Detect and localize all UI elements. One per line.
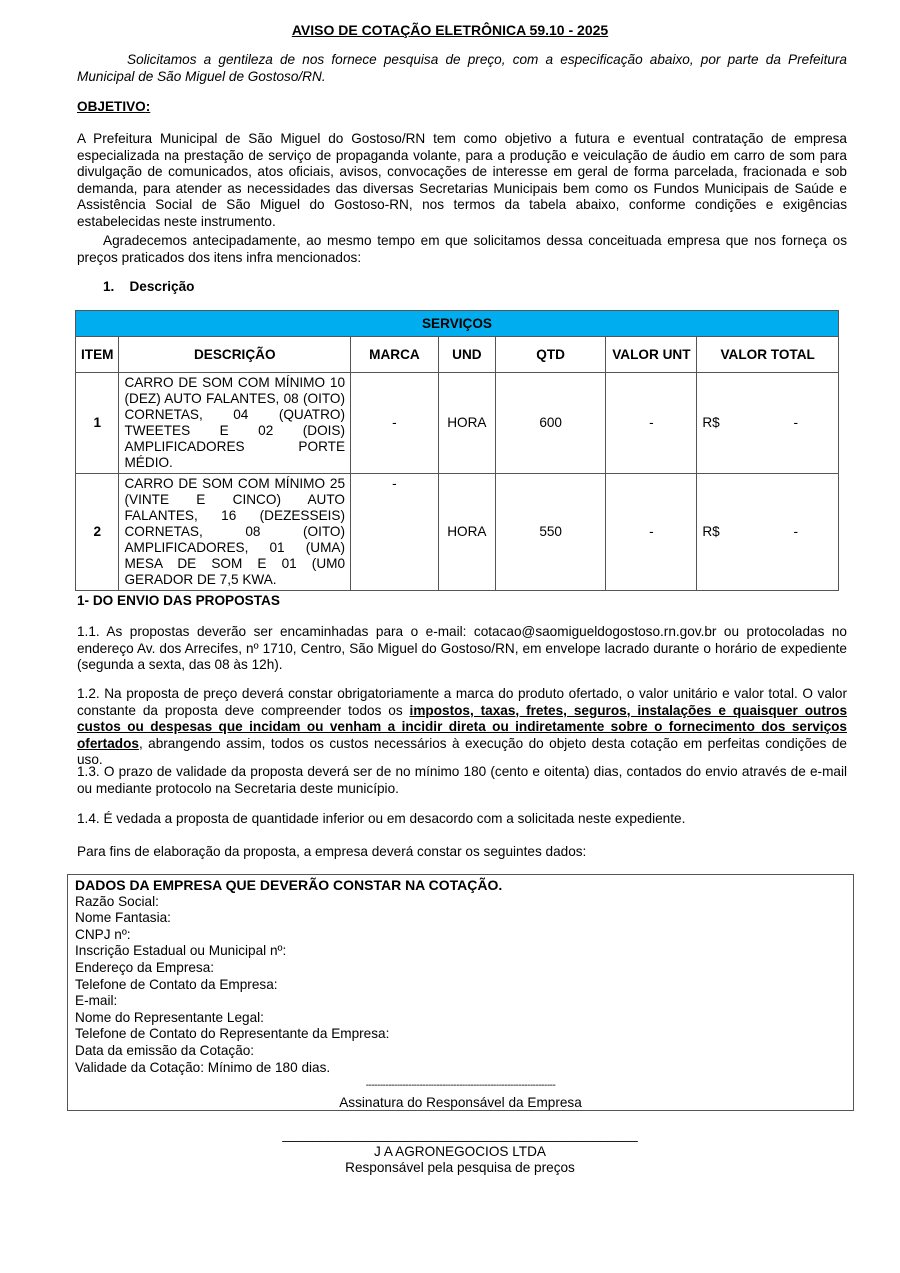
cell-qtd: 600: [495, 373, 606, 474]
col-marca: MARCA: [351, 337, 439, 373]
cell-und: HORA: [438, 474, 495, 591]
col-qtd: QTD: [495, 337, 606, 373]
signature-line: -------------------------------------------------------------------: [365, 1080, 556, 1091]
table-row: [76, 474, 839, 591]
p2-text: 1.2. Na proposta de preço deverá constar obrigatoriamente a marca do produto ofertado, o valor unitário e valor total. O valor constante da proposta deve compreender todos os: [77, 686, 847, 718]
cell-item: 2: [76, 474, 119, 591]
footer-company: J A AGRONEGOCIOS LTDA: [374, 1143, 546, 1159]
objetivo-heading-text: OBJETIVO: [77, 99, 146, 114]
cell-marca: -: [351, 373, 439, 474]
field-representante: Nome do Representante Legal:: [75, 1009, 264, 1025]
currency: R$: [702, 524, 720, 539]
cell-item: 1: [76, 373, 119, 474]
descricao-heading: 1. Descrição: [103, 279, 195, 294]
envio-p1: 1.1. As propostas deverão ser encaminhadas para o e-mail: cotacao@saomigueldogostoso.rn.gov.br ou protocoladas no endereço Av. dos Arrecifes, nº 1710, Centro, São Miguel do Gostoso/RN, em envelope lacrado durante o horário de expediente (segunda a sexta, das 08 às 12h).: [77, 624, 847, 672]
p2-text-end: , abrangendo assim, todos os custos necessários à execução do objeto desta cotação em perfeitas condições de uso.: [77, 735, 847, 767]
envio-p5: Para fins de elaboração da proposta, a empresa deverá constar os seguintes dados:: [77, 844, 587, 859]
field-data-emissao: Data da emissão da Cotação:: [75, 1042, 255, 1058]
p2-emphasis: impostos, taxas, fretes, seguros, instalações e quaisquer outros custos ou despesas que incidam ou venham a incidir direta ou indiretamente sobre o fornecimento dos serviços ofertados: [77, 702, 847, 751]
cell-descricao: CARRO DE SOM COM MÍNIMO 25 (VINTE E CINCO) AUTO FALANTES, 16 (DEZESSEIS) CORNETAS, 08 (OITO) AMPLIFICADORES, 01 (UMA) MESA DE SOM E 01 (UM0 GERADOR DE 7,5 KWA.: [119, 474, 351, 591]
valor-total: -: [793, 524, 798, 539]
cell-valor-total: [697, 373, 839, 474]
footer-role: Responsável pela pesquisa de preços: [345, 1160, 575, 1175]
cell-marca: -: [351, 474, 439, 591]
currency: R$: [702, 415, 720, 430]
field-email: E-mail:: [75, 993, 118, 1009]
cell-qtd: 550: [495, 474, 606, 591]
objetivo-heading: [77, 99, 150, 116]
document-title: AVISO DE COTAÇÃO ELETRÔNICA 59.10 - 2025: [291, 22, 609, 38]
footer-line: _______________________________________________: [282, 1127, 638, 1142]
col-und: UND: [438, 337, 495, 373]
envio-p3: 1.3. O prazo de validade da proposta deverá ser de no mínimo 180 (cento e oitenta) dias, contados do envio através de e-mail ou mediante protocolo na Secretaria deste município.: [77, 764, 847, 796]
cell-und: HORA: [438, 373, 495, 474]
agradecimento-paragraph: Agradecemos antecipadamente, ao mesmo tempo em que solicitamos dessa conceituada empresa que nos forneça os preços praticados dos itens infra mencionados:: [77, 233, 847, 265]
field-validade: Validade da Cotação: Mínimo de 180 dias.: [75, 1059, 331, 1075]
dados-empresa-box: [67, 874, 854, 1111]
objetivo-paragraph: A Prefeitura Municipal de São Miguel do Gostoso/RN tem como objetivo a futura e eventual contratação de empresa especializada na prestação de serviço de propaganda volante, para a produção e veiculação de áudio em carro de som para divulgação de comunicados, atos oficiais, avisos, convocações de interesse em geral de forma parcelada, fracionada e sob demanda, para atender as necessidades das diversas Secretarias Municipais bem como os Fundos Municipais de Saúde e Assistência Social de São Miguel do Gostoso-RN, nos termos da tabela abaixo, conforme condições e exigências estabelecidas neste instrumento.: [77, 131, 847, 229]
field-telefone: Telefone de Contato da Empresa:: [75, 976, 278, 992]
footer: [0, 1127, 900, 1177]
table-title: SERVIÇOS: [76, 311, 839, 337]
field-telefone-representante: Telefone de Contato do Representante da Empresa:: [75, 1026, 390, 1042]
cell-valor-unt: -: [606, 373, 697, 474]
field-cnpj: CNPJ nº:: [75, 926, 131, 942]
field-endereco: Endereço da Empresa:: [75, 959, 215, 975]
signature-label: Assinatura do Responsável da Empresa: [339, 1095, 582, 1110]
col-valor-total: VALOR TOTAL: [697, 337, 839, 373]
field-nome-fantasia: Nome Fantasia:: [75, 910, 171, 926]
services-table: [75, 310, 839, 591]
cell-valor-total: [697, 474, 839, 591]
envio-p2: [77, 686, 847, 769]
envio-p4: 1.4. É vedada a proposta de quantidade inferior ou em desacordo com a solicitada neste expediente.: [77, 811, 686, 826]
dados-heading: DADOS DA EMPRESA QUE DEVERÃO CONSTAR NA COTAÇÃO.: [75, 877, 503, 893]
cell-valor-unt: -: [606, 474, 697, 591]
objetivo-colon: :: [145, 99, 151, 114]
valor-total: -: [793, 415, 798, 430]
col-item: ITEM: [76, 337, 119, 373]
table-row: [76, 373, 839, 474]
envio-heading: 1- DO ENVIO DAS PROPOSTAS: [77, 593, 280, 608]
cell-descricao: CARRO DE SOM COM MÍNIMO 10 (DEZ) AUTO FALANTES, 08 (OITO) CORNETAS, 04 (QUATRO) TWEETES E 02 (DOIS) AMPLIFICADORES PORTE MÉDIO.: [119, 373, 351, 474]
field-razao-social: Razão Social:: [75, 893, 159, 909]
col-valor-unt: VALOR UNT: [606, 337, 697, 373]
field-inscricao: Inscrição Estadual ou Municipal nº:: [75, 943, 287, 959]
intro-paragraph: Solicitamos a gentileza de nos fornece pesquisa de preço, com a especificação abaixo, por parte da Prefeitura Municipal de São Miguel de Gostoso/RN.: [77, 52, 847, 84]
col-descricao: DESCRIÇÃO: [119, 337, 351, 373]
